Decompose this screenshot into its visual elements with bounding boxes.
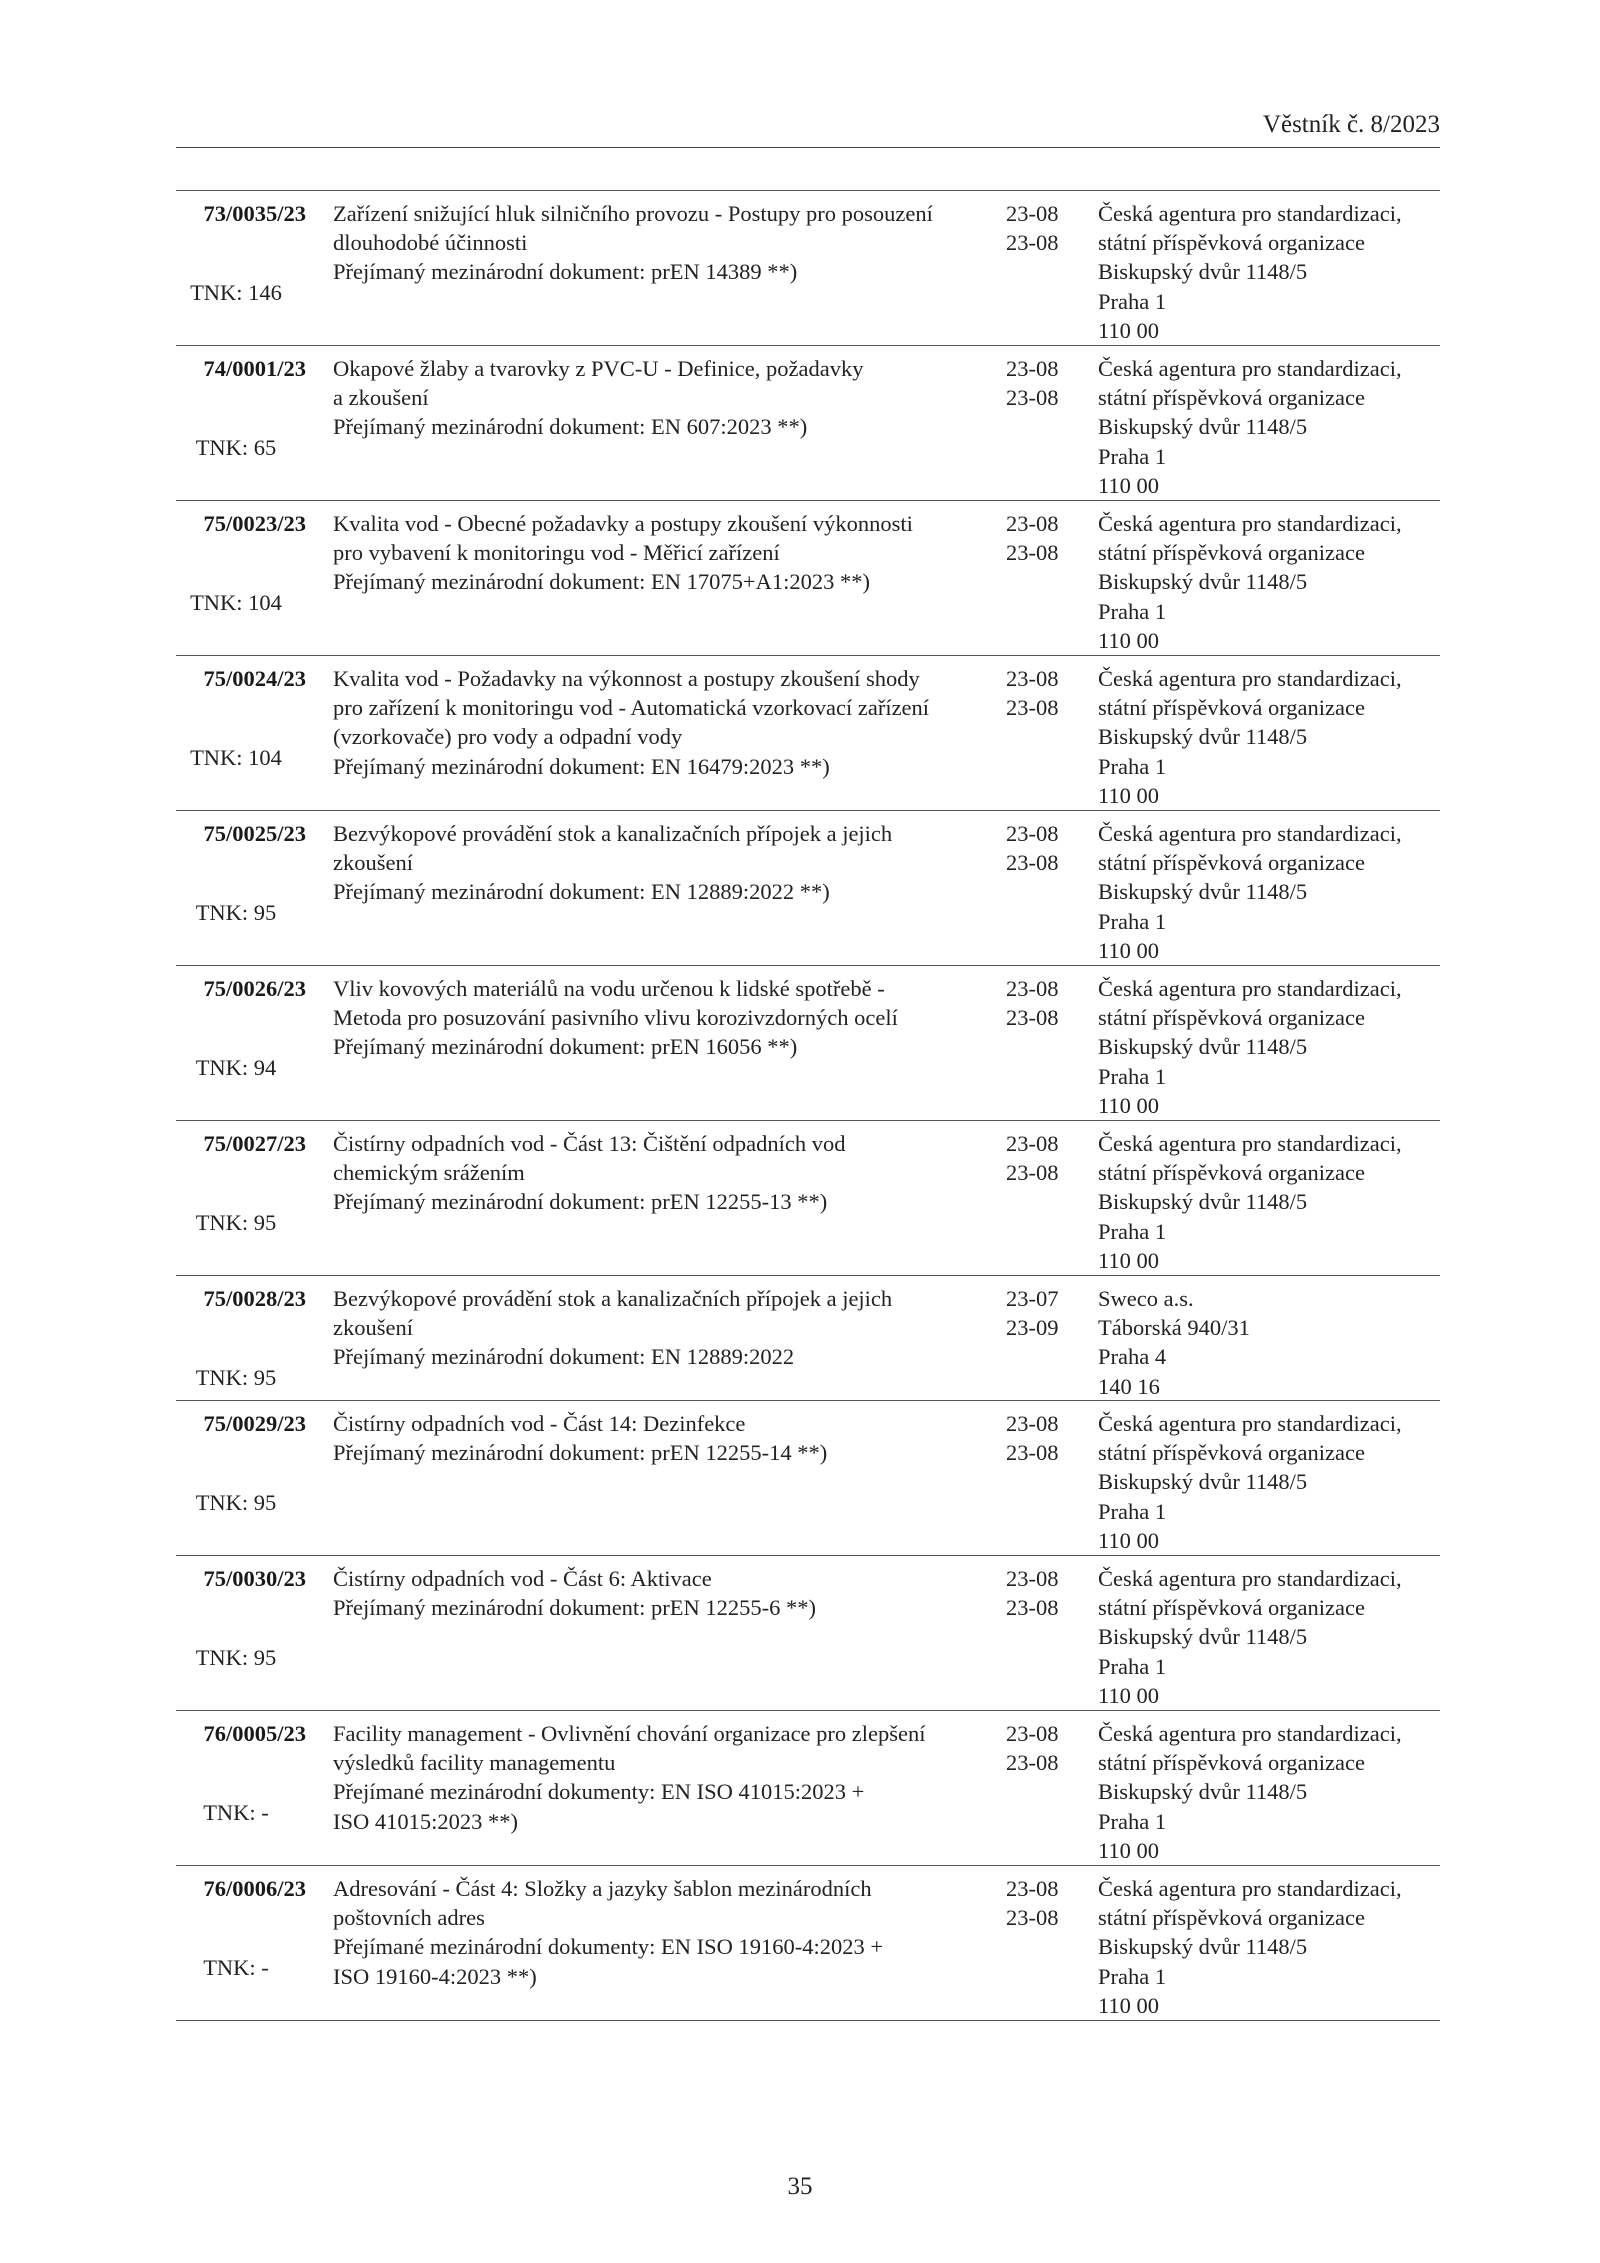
- address-line: 110 00: [1098, 782, 1160, 808]
- date-value: 23-08: [1006, 511, 1059, 536]
- date-value: 23-08: [1006, 666, 1059, 691]
- address-line: Praha 1: [1098, 1063, 1167, 1089]
- tnk-label: TNK: 104: [190, 590, 282, 615]
- organization-address: [1098, 664, 1438, 810]
- tnk-label: TNK: 95: [195, 1210, 277, 1235]
- document-number: 75/0024/23: [203, 666, 306, 691]
- date-value: 23-08: [1006, 201, 1059, 226]
- address-line: Biskupský dvůr 1148/5: [1098, 1779, 1308, 1805]
- standard-title: [333, 1719, 1013, 1836]
- title-line: (vzorkovače) pro vody a odpadní vody: [333, 724, 683, 750]
- dates-column: [1006, 1409, 1086, 1467]
- title-line: dlouhodobé účinnosti: [333, 230, 528, 256]
- date-value: 23-08: [1006, 850, 1059, 876]
- tnk-label: TNK: -: [203, 1800, 269, 1825]
- table-row: [176, 1121, 1440, 1276]
- address-line: státní příspěvková organizace: [1098, 1595, 1365, 1621]
- title-line: Čistírny odpadních vod - Část 14: Dezinfekce: [333, 1411, 746, 1436]
- bulletin-header: Věstník č. 8/2023: [1262, 111, 1440, 138]
- date-value: 23-08: [1006, 230, 1059, 256]
- dates-column: [1006, 1564, 1086, 1622]
- document-number: 74/0001/23: [203, 356, 306, 381]
- date-value: 23-08: [1006, 695, 1059, 721]
- date-value: 23-08: [1006, 356, 1059, 381]
- address-line: Česká agentura pro standardizaci,: [1098, 511, 1402, 536]
- title-line: Metoda pro posuzování pasivního vlivu korozivzdorných ocelí: [333, 1005, 898, 1031]
- title-line: Přejímané mezinárodní dokumenty: EN ISO 19160-4:2023 +: [333, 1934, 884, 1960]
- table-row: [176, 1276, 1440, 1401]
- address-line: Česká agentura pro standardizaci,: [1098, 1131, 1402, 1156]
- address-line: Praha 1: [1098, 288, 1167, 314]
- table-row: [176, 1711, 1440, 1866]
- address-line: 110 00: [1098, 472, 1160, 498]
- address-line: 110 00: [1098, 937, 1160, 963]
- title-line: chemickým srážením: [333, 1160, 525, 1186]
- address-line: Praha 1: [1098, 753, 1167, 779]
- dates-column: [1006, 354, 1086, 412]
- table-row: [176, 811, 1440, 966]
- organization-address: [1098, 819, 1438, 965]
- title-line: Přejímaný mezinárodní dokument: prEN 12255-6 **): [333, 1595, 817, 1621]
- dates-column: [1006, 974, 1086, 1032]
- document-number: 76/0005/23: [203, 1721, 306, 1746]
- organization-address: [1098, 354, 1438, 500]
- title-line: Zařízení snižující hluk silničního provozu - Postupy pro posouzení: [333, 201, 933, 226]
- tnk-label: TNK: 65: [195, 435, 277, 460]
- title-line: Bezvýkopové provádění stok a kanalizačních přípojek a jejich: [333, 1286, 893, 1311]
- address-line: Praha 1: [1098, 1653, 1167, 1679]
- address-line: státní příspěvková organizace: [1098, 385, 1365, 411]
- address-line: 110 00: [1098, 1247, 1160, 1273]
- address-line: Biskupský dvůr 1148/5: [1098, 569, 1308, 595]
- dates-column: [1006, 1284, 1086, 1342]
- standard-title: [333, 1564, 1013, 1622]
- address-line: Praha 1: [1098, 908, 1167, 934]
- organization-address: [1098, 1129, 1438, 1275]
- address-line: Biskupský dvůr 1148/5: [1098, 1469, 1308, 1495]
- address-line: Česká agentura pro standardizaci,: [1098, 356, 1402, 381]
- address-line: Praha 4: [1098, 1344, 1167, 1370]
- date-value: 23-08: [1006, 1005, 1059, 1031]
- date-value: 23-08: [1006, 1750, 1059, 1776]
- title-line: Okapové žlaby a tvarovky z PVC-U - Definice, požadavky: [333, 356, 864, 381]
- address-line: 110 00: [1098, 317, 1160, 343]
- table-row: [176, 1401, 1440, 1556]
- address-line: státní příspěvková organizace: [1098, 850, 1365, 876]
- title-line: Vliv kovových materiálů na vodu určenou k lidské spotřebě -: [333, 976, 885, 1001]
- address-line: Biskupský dvůr 1148/5: [1098, 879, 1308, 905]
- standard-title: [333, 974, 1013, 1062]
- organization-address: [1098, 509, 1438, 655]
- title-line: výsledků facility managementu: [333, 1750, 616, 1776]
- date-value: 23-08: [1006, 1566, 1059, 1591]
- dates-column: [1006, 1129, 1086, 1187]
- title-line: Přejímaný mezinárodní dokument: EN 12889:2022 **): [333, 879, 830, 905]
- dates-column: [1006, 1719, 1086, 1777]
- address-line: státní příspěvková organizace: [1098, 1005, 1365, 1031]
- organization-address: [1098, 974, 1438, 1120]
- address-line: Česká agentura pro standardizaci,: [1098, 1721, 1402, 1746]
- standard-title: [333, 354, 1013, 442]
- dates-column: [1006, 509, 1086, 567]
- title-line: Přejímaný mezinárodní dokument: EN 12889:2022: [333, 1344, 795, 1370]
- title-line: Adresování - Část 4: Složky a jazyky šablon mezinárodních: [333, 1876, 872, 1901]
- document-number: 75/0028/23: [203, 1286, 306, 1311]
- title-line: ISO 41015:2023 **): [333, 1808, 518, 1834]
- title-line: ISO 19160-4:2023 **): [333, 1963, 537, 1989]
- document-number: 73/0035/23: [203, 201, 306, 226]
- address-line: 110 00: [1098, 1527, 1160, 1553]
- date-value: 23-08: [1006, 1440, 1059, 1466]
- title-line: pro zařízení k monitoringu vod - Automatická vzorkovací zařízení: [333, 695, 930, 721]
- title-line: zkoušení: [333, 850, 413, 876]
- address-line: státní příspěvková organizace: [1098, 1440, 1365, 1466]
- address-line: Česká agentura pro standardizaci,: [1098, 1566, 1402, 1591]
- organization-address: [1098, 1719, 1438, 1865]
- address-line: Biskupský dvůr 1148/5: [1098, 259, 1308, 285]
- title-line: Čistírny odpadních vod - Část 6: Aktivace: [333, 1566, 712, 1591]
- address-line: Česká agentura pro standardizaci,: [1098, 666, 1402, 691]
- tnk-label: TNK: 95: [195, 1645, 277, 1670]
- document-number: 75/0023/23: [203, 511, 306, 536]
- address-line: Praha 1: [1098, 1963, 1167, 1989]
- address-line: Česká agentura pro standardizaci,: [1098, 821, 1402, 846]
- title-line: Přejímaný mezinárodní dokument: EN 16479:2023 **): [333, 753, 830, 779]
- address-line: Sweco a.s.: [1098, 1286, 1194, 1311]
- date-value: 23-08: [1006, 385, 1059, 411]
- address-line: státní příspěvková organizace: [1098, 540, 1365, 566]
- date-value: 23-08: [1006, 976, 1059, 1001]
- page-number: 35: [787, 2173, 813, 2200]
- organization-address: [1098, 1409, 1438, 1555]
- dates-column: [1006, 819, 1086, 877]
- address-line: Biskupský dvůr 1148/5: [1098, 1189, 1308, 1215]
- document-number: 76/0006/23: [203, 1876, 306, 1901]
- document-number: 75/0030/23: [203, 1566, 306, 1591]
- address-line: Praha 1: [1098, 598, 1167, 624]
- title-line: Kvalita vod - Obecné požadavky a postupy zkoušení výkonnosti: [333, 511, 913, 536]
- title-line: Přejímaný mezinárodní dokument: EN 17075+A1:2023 **): [333, 569, 870, 595]
- standard-title: [333, 199, 1013, 287]
- standards-table: [176, 190, 1440, 2021]
- table-row: [176, 346, 1440, 501]
- organization-address: [1098, 199, 1438, 345]
- address-line: 110 00: [1098, 627, 1160, 653]
- address-line: Biskupský dvůr 1148/5: [1098, 414, 1308, 440]
- title-line: Čistírny odpadních vod - Část 13: Čištění odpadních vod: [333, 1131, 846, 1156]
- title-line: a zkoušení: [333, 385, 429, 411]
- tnk-label: TNK: 95: [195, 1365, 277, 1390]
- address-line: 110 00: [1098, 1092, 1160, 1118]
- address-line: Biskupský dvůr 1148/5: [1098, 1034, 1308, 1060]
- address-line: státní příspěvková organizace: [1098, 1905, 1365, 1931]
- table-row: [176, 656, 1440, 811]
- address-line: 110 00: [1098, 1992, 1160, 2018]
- tnk-label: TNK: 104: [190, 745, 282, 770]
- address-line: 110 00: [1098, 1682, 1160, 1708]
- table-row: [176, 966, 1440, 1121]
- date-value: 23-09: [1006, 1315, 1059, 1341]
- standard-title: [333, 1874, 1013, 1991]
- standard-title: [333, 509, 1013, 597]
- dates-column: [1006, 199, 1086, 257]
- address-line: Česká agentura pro standardizaci,: [1098, 201, 1402, 226]
- table-row: [176, 1866, 1440, 2021]
- address-line: Praha 1: [1098, 1808, 1167, 1834]
- address-line: 110 00: [1098, 1837, 1160, 1863]
- tnk-label: TNK: 95: [195, 900, 277, 925]
- address-line: státní příspěvková organizace: [1098, 230, 1365, 256]
- address-line: státní příspěvková organizace: [1098, 1750, 1365, 1776]
- address-line: státní příspěvková organizace: [1098, 1160, 1365, 1186]
- title-line: pro vybavení k monitoringu vod - Měřicí zařízení: [333, 540, 780, 566]
- date-value: 23-08: [1006, 1905, 1059, 1931]
- tnk-label: TNK: 95: [195, 1490, 277, 1515]
- standard-title: [333, 664, 1013, 781]
- title-line: Přejímaný mezinárodní dokument: prEN 12255-13 **): [333, 1189, 828, 1215]
- address-line: Česká agentura pro standardizaci,: [1098, 1876, 1402, 1901]
- address-line: 140 16: [1098, 1373, 1160, 1399]
- header-rule: [176, 147, 1440, 148]
- organization-address: [1098, 1564, 1438, 1710]
- title-line: Přejímaný mezinárodní dokument: prEN 14389 **): [333, 259, 798, 285]
- date-value: 23-08: [1006, 1721, 1059, 1746]
- address-line: Biskupský dvůr 1148/5: [1098, 724, 1308, 750]
- dates-column: [1006, 664, 1086, 722]
- title-line: Bezvýkopové provádění stok a kanalizačních přípojek a jejich: [333, 821, 893, 846]
- address-line: Biskupský dvůr 1148/5: [1098, 1624, 1308, 1650]
- date-value: 23-08: [1006, 1131, 1059, 1156]
- address-line: Praha 1: [1098, 1218, 1167, 1244]
- address-line: Česká agentura pro standardizaci,: [1098, 976, 1402, 1001]
- tnk-label: TNK: 94: [195, 1055, 277, 1080]
- date-value: 23-08: [1006, 1595, 1059, 1621]
- document-number: 75/0029/23: [203, 1411, 306, 1436]
- date-value: 23-08: [1006, 540, 1059, 566]
- standard-title: [333, 1129, 1013, 1217]
- date-value: 23-08: [1006, 1411, 1059, 1436]
- address-line: Biskupský dvůr 1148/5: [1098, 1934, 1308, 1960]
- title-line: Přejímaný mezinárodní dokument: prEN 12255-14 **): [333, 1440, 828, 1466]
- standard-title: [333, 819, 1013, 907]
- date-value: 23-08: [1006, 1160, 1059, 1186]
- document-number: 75/0026/23: [203, 976, 306, 1001]
- address-line: Praha 1: [1098, 1498, 1167, 1524]
- address-line: Táborská 940/31: [1098, 1315, 1250, 1341]
- title-line: Přejímané mezinárodní dokumenty: EN ISO 41015:2023 +: [333, 1779, 865, 1805]
- standard-title: [333, 1409, 1013, 1467]
- organization-address: [1098, 1284, 1438, 1401]
- tnk-label: TNK: -: [203, 1955, 269, 1980]
- address-line: Praha 1: [1098, 443, 1167, 469]
- title-line: Přejímaný mezinárodní dokument: prEN 16056 **): [333, 1034, 798, 1060]
- organization-address: [1098, 1874, 1438, 2020]
- title-line: Přejímaný mezinárodní dokument: EN 607:2023 **): [333, 414, 808, 440]
- date-value: 23-08: [1006, 821, 1059, 846]
- document-number: 75/0025/23: [203, 821, 306, 846]
- title-line: zkoušení: [333, 1315, 413, 1341]
- table-row: [176, 501, 1440, 656]
- document-number: 75/0027/23: [203, 1131, 306, 1156]
- date-value: 23-07: [1006, 1286, 1059, 1311]
- title-line: Facility management - Ovlivnění chování organizace pro zlepšení: [333, 1721, 926, 1746]
- title-line: poštovních adres: [333, 1905, 485, 1931]
- tnk-label: TNK: 146: [190, 280, 282, 305]
- table-row: [176, 191, 1440, 346]
- address-line: Česká agentura pro standardizaci,: [1098, 1411, 1402, 1436]
- dates-column: [1006, 1874, 1086, 1932]
- address-line: státní příspěvková organizace: [1098, 695, 1365, 721]
- standard-title: [333, 1284, 1013, 1372]
- date-value: 23-08: [1006, 1876, 1059, 1901]
- table-row: [176, 1556, 1440, 1711]
- title-line: Kvalita vod - Požadavky na výkonnost a postupy zkoušení shody: [333, 666, 920, 691]
